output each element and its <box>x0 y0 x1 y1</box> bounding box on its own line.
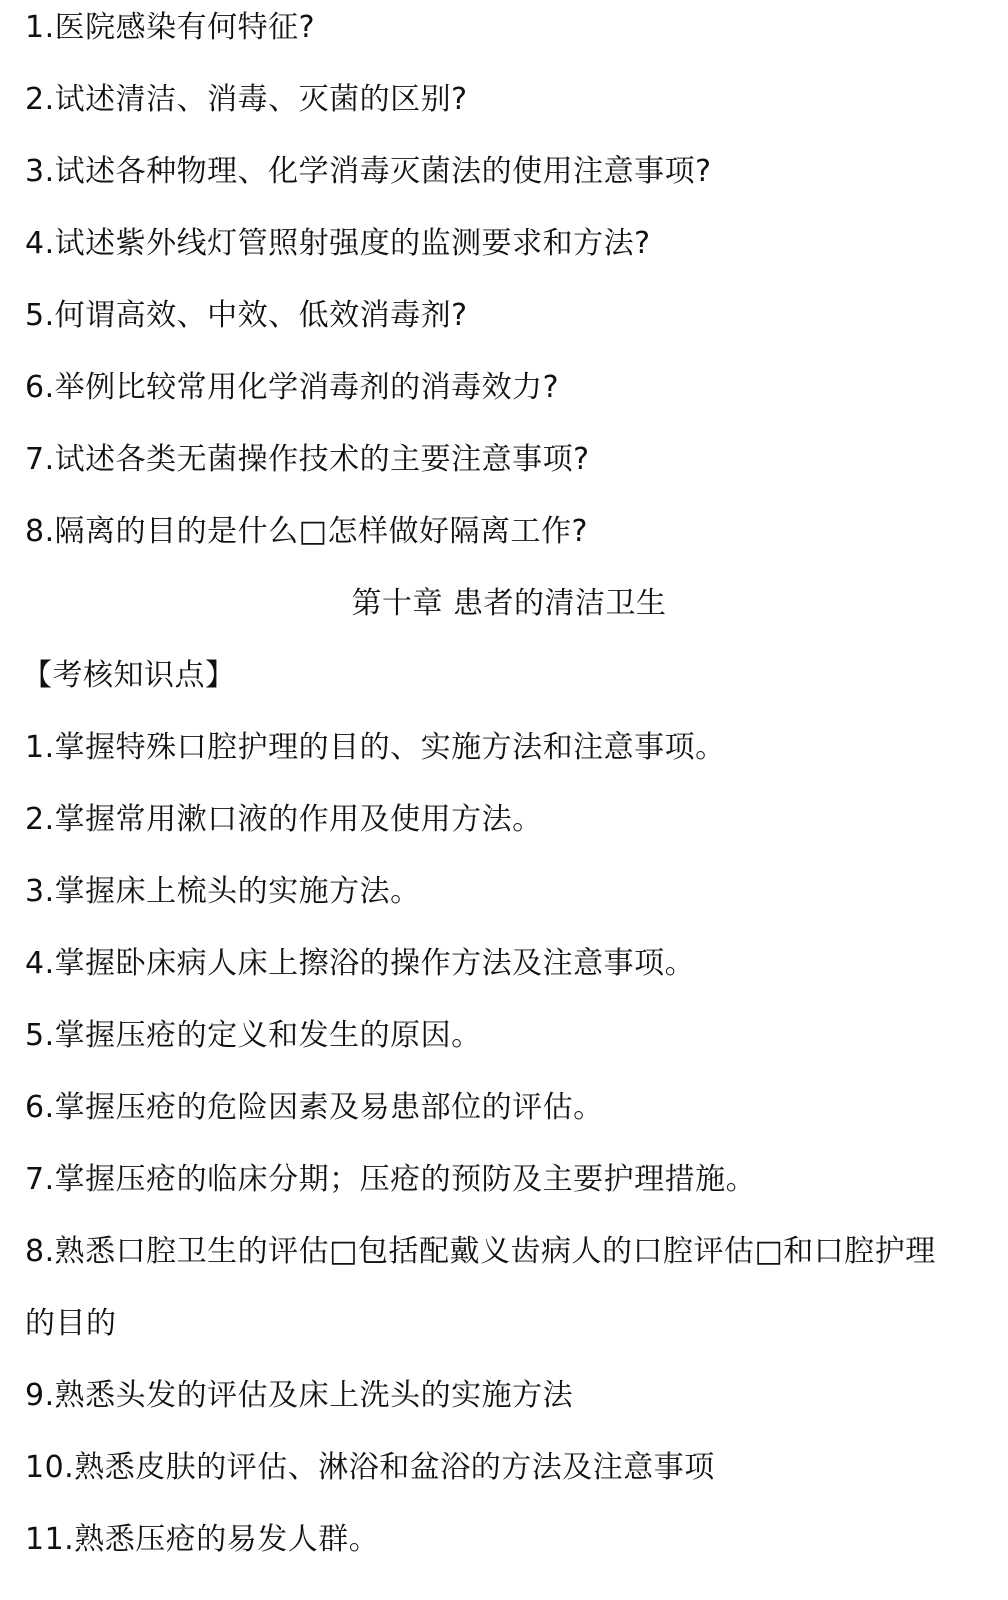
knowledge-point: 3.掌握床上梳头的实施方法。 <box>25 874 421 909</box>
chapter-title: 第十章 患者的清洁卫生 <box>351 586 667 621</box>
knowledge-point: 7.掌握压疮的临床分期；压疮的预防及主要护理措施。 <box>25 1162 757 1197</box>
knowledge-point: 11.熟悉压疮的易发人群。 <box>25 1522 380 1557</box>
knowledge-point-continuation: 的目的 <box>25 1306 117 1341</box>
knowledge-point: 6.掌握压疮的危险因素及易患部位的评估。 <box>25 1090 604 1125</box>
section-heading: 【考核知识点】 <box>22 658 236 693</box>
review-question: 7.试述各类无菌操作技术的主要注意事项? <box>25 442 590 477</box>
knowledge-point: 10.熟悉皮肤的评估、淋浴和盆浴的方法及注意事项 <box>25 1450 715 1485</box>
review-question: 6.举例比较常用化学消毒剂的消毒效力? <box>25 370 560 405</box>
review-question: 5.何谓高效、中效、低效消毒剂? <box>25 298 468 333</box>
knowledge-point: 2.掌握常用漱口液的作用及使用方法。 <box>25 802 543 837</box>
knowledge-point: 9.熟悉头发的评估及床上洗头的实施方法 <box>25 1378 574 1413</box>
review-question: 2.试述清洁、消毒、灭菌的区别? <box>25 82 468 117</box>
review-question: 8.隔离的目的是什么□怎样做好隔离工作? <box>25 514 588 549</box>
review-question: 4.试述紫外线灯管照射强度的监测要求和方法? <box>25 226 651 261</box>
review-question: 1.医院感染有何特征? <box>25 10 316 45</box>
knowledge-point: 4.掌握卧床病人床上擦浴的操作方法及注意事项。 <box>25 946 696 981</box>
review-question: 3.试述各种物理、化学消毒灭菌法的使用注意事项? <box>25 154 712 189</box>
knowledge-point: 1.掌握特殊口腔护理的目的、实施方法和注意事项。 <box>25 730 726 765</box>
knowledge-point: 5.掌握压疮的定义和发生的原因。 <box>25 1018 482 1053</box>
knowledge-point: 8.熟悉口腔卫生的评估□包括配戴义齿病人的口腔评估□和口腔护理 <box>25 1234 936 1269</box>
